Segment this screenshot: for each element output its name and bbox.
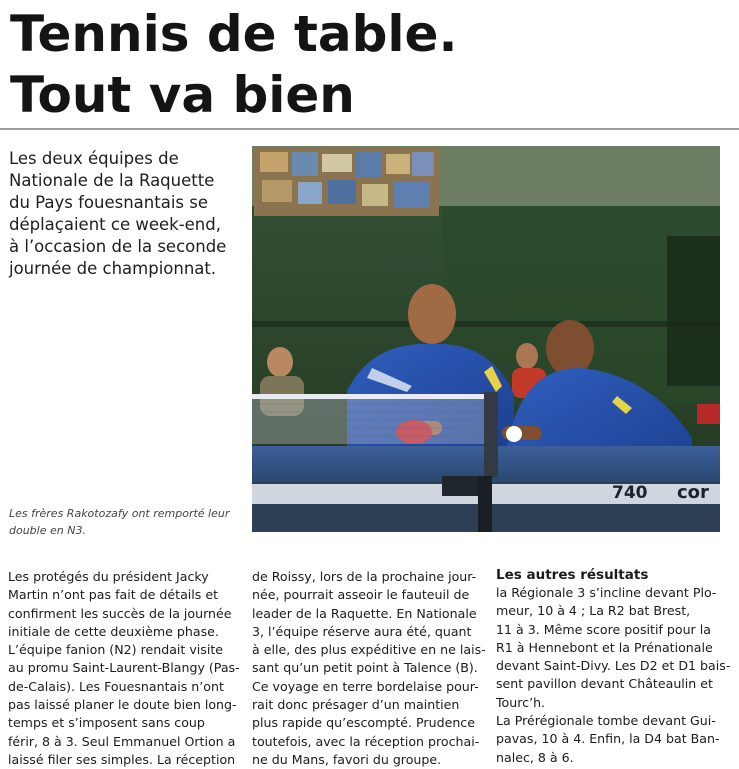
body-line: de-Calais). Les Fouesnantais n’ont [8,678,224,694]
body-line: 3, l’équipe réserve aura été, quant [252,623,472,639]
lead-line: du Pays fouesnantais se [9,193,208,212]
body-line: leader de la Raquette. En Nationale [252,605,477,621]
body-line: à elle, des plus expéditive en ne lais- [252,642,486,658]
body-line: pas laissé planer le doute bien long- [8,697,237,713]
body-line: 11 à 3. Même score positif pour la [496,621,711,637]
body-line: R1 à Hennebont et la Prénationale [496,639,713,655]
body-column-2 [252,568,486,769]
lead-line: journée de championnat. [9,259,217,278]
body-line: Ce voyage en terre bordelaise pour- [252,678,479,694]
photo-illustration [252,146,720,532]
lead-line: déplaçaient ce week-end, [9,215,221,234]
body-line: pavas, 10 à 4. Enfin, la D4 bat Ban- [496,731,720,747]
headline-divider [0,128,739,130]
ball [506,426,522,442]
body-line: devant Saint-Divy. Les D2 et D1 bais- [496,658,731,674]
body-line: née, pourrait asseoir le fauteuil de [252,587,470,603]
body-line: initiale de cette deuxième phase. [8,623,219,639]
brand-text: cor [677,482,709,503]
body-line: laissé filer ses simples. La réception [8,751,236,767]
caption-line: double en N3. [9,524,86,537]
body-line: temps et s’imposent sans coup [8,715,205,731]
body-line: sant qu’un petit point à Talence (B). [252,660,478,676]
body-line: rait donc présager d’un maintien [252,697,460,713]
body-line: férir, 8 à 3. Seul Emmanuel Ortion a [8,733,236,749]
lead-line: Nationale de la Raquette [9,171,215,190]
body-line: Martin n’ont pas fait de détails et [8,587,219,603]
lead-line: à l’occasion de la seconde [9,237,227,256]
scoreboard-text: 740 [612,483,648,503]
body-line: plus rapide qu’escompté. Prudence [252,715,475,731]
body-line: Tourc’h. [496,694,546,710]
body-line: confirment les succès de la journée [8,605,232,621]
body-line: ne du Mans, favori du groupe. [252,751,442,767]
body-line: la Régionale 3 s’incline devant Plo- [496,585,717,600]
caption-line: Les frères Rakotozafy ont remporté leur [9,507,230,520]
body-line: La Prérégionale tombe devant Gui- [496,713,716,729]
body-line: meur, 10 à 4 ; La R2 bat Brest, [496,603,691,619]
body-line: de Roissy, lors de la prochaine jour- [252,569,477,584]
headline-line: Tout va bien [10,66,355,124]
article-lead [9,148,247,280]
body-line: au promu Saint-Laurent-Blangy (Pas- [8,660,240,676]
body-line: nalec, 8 à 6. [496,749,574,765]
body-column-3 [496,566,731,767]
photo-caption [9,505,244,539]
body-line: Les protégés du président Jacky [8,569,209,584]
net-post [484,392,498,477]
body-column-1 [8,568,240,769]
results-subheading: Les autres résultats [496,567,649,583]
body-line: sent pavillon devant Châteaulin et [496,676,713,692]
body-line: toutefois, avec la réception prochai- [252,733,480,749]
lead-line: Les deux équipes de [9,149,179,168]
article-photo [252,146,720,532]
body-line: L’équipe fanion (N2) rendait visite [8,642,224,658]
headline-line: Tennis de table. [10,5,458,63]
headline [10,4,457,126]
